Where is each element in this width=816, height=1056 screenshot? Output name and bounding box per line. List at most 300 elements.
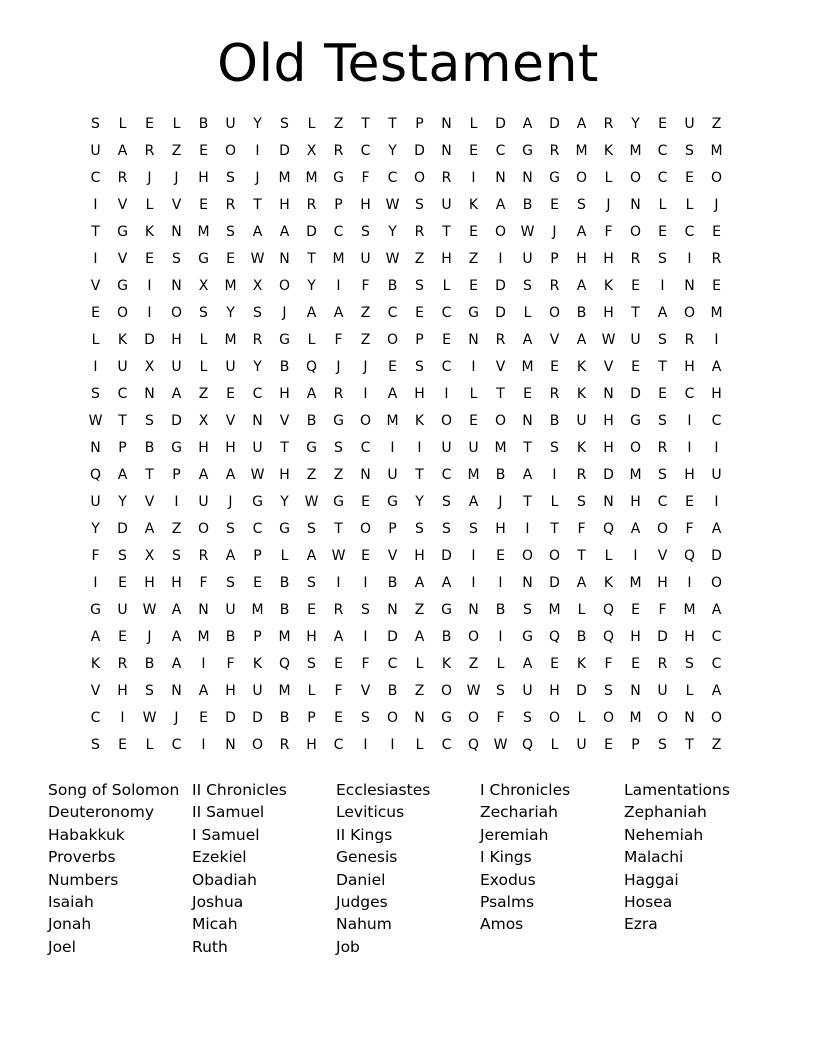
grid-letter[interactable]: E <box>604 737 613 753</box>
grid-letter[interactable]: T <box>307 251 316 267</box>
grid-letter[interactable]: N <box>171 683 182 699</box>
grid-letter[interactable]: A <box>117 143 128 159</box>
grid-letter[interactable]: S <box>658 332 667 348</box>
grid-letter[interactable]: H <box>198 440 209 456</box>
grid-letter[interactable]: W <box>520 224 535 240</box>
grid-letter[interactable]: E <box>658 224 667 240</box>
grid-letter[interactable]: U <box>252 440 263 456</box>
grid-letter[interactable]: S <box>415 359 424 375</box>
grid-letter[interactable]: O <box>629 170 642 186</box>
grid-letter[interactable]: D <box>225 710 236 726</box>
grid-letter[interactable]: H <box>549 683 560 699</box>
grid-letter[interactable]: N <box>90 440 101 456</box>
grid-letter[interactable]: C <box>657 170 668 186</box>
grid-letter[interactable]: H <box>144 575 155 591</box>
grid-letter[interactable]: D <box>549 575 560 591</box>
grid-letter[interactable]: J <box>498 494 503 510</box>
grid-letter[interactable]: S <box>199 305 208 321</box>
grid-letter[interactable]: I <box>201 737 206 753</box>
grid-letter[interactable]: A <box>576 575 587 591</box>
grid-letter[interactable]: A <box>522 467 533 483</box>
grid-letter[interactable]: V <box>117 197 128 213</box>
grid-letter[interactable]: N <box>171 278 182 294</box>
grid-letter[interactable]: L <box>496 656 505 672</box>
grid-letter[interactable]: G <box>117 278 128 294</box>
grid-letter[interactable]: J <box>282 305 287 321</box>
grid-letter[interactable]: O <box>386 710 399 726</box>
grid-letter[interactable]: V <box>657 548 668 564</box>
grid-letter[interactable]: R <box>441 170 452 186</box>
grid-letter[interactable]: B <box>279 359 290 375</box>
grid-letter[interactable]: L <box>442 278 451 294</box>
grid-letter[interactable]: U <box>90 143 101 159</box>
grid-letter[interactable]: E <box>631 656 640 672</box>
grid-letter[interactable]: I <box>471 575 476 591</box>
grid-letter[interactable]: R <box>495 332 506 348</box>
grid-letter[interactable]: M <box>629 467 642 483</box>
grid-letter[interactable]: U <box>522 251 533 267</box>
grid-letter[interactable]: C <box>387 170 398 186</box>
grid-letter[interactable]: Y <box>118 494 127 510</box>
grid-letter[interactable]: J <box>336 359 341 375</box>
grid-letter[interactable]: Q <box>305 359 318 375</box>
grid-letter[interactable]: E <box>469 224 478 240</box>
grid-letter[interactable]: C <box>252 386 263 402</box>
grid-letter[interactable]: C <box>657 143 668 159</box>
grid-letter[interactable]: D <box>657 629 668 645</box>
grid-letter[interactable]: U <box>522 683 533 699</box>
grid-letter[interactable]: S <box>523 278 532 294</box>
grid-letter[interactable]: H <box>171 332 182 348</box>
grid-letter[interactable]: I <box>147 278 152 294</box>
grid-letter[interactable]: M <box>305 170 318 186</box>
grid-letter[interactable]: E <box>118 575 127 591</box>
grid-letter[interactable]: G <box>522 629 533 645</box>
grid-letter[interactable]: E <box>388 359 397 375</box>
grid-letter[interactable]: R <box>117 656 128 672</box>
grid-letter[interactable]: H <box>495 521 506 537</box>
grid-letter[interactable]: E <box>712 278 721 294</box>
grid-letter[interactable]: R <box>117 170 128 186</box>
grid-letter[interactable]: L <box>172 116 181 132</box>
grid-letter[interactable]: L <box>280 548 289 564</box>
grid-letter[interactable]: B <box>387 278 398 294</box>
grid-letter[interactable]: S <box>577 197 586 213</box>
grid-letter[interactable]: S <box>577 494 586 510</box>
grid-letter[interactable]: Q <box>278 656 291 672</box>
grid-letter[interactable]: M <box>629 710 642 726</box>
grid-letter[interactable]: Y <box>226 305 235 321</box>
grid-letter[interactable]: M <box>251 602 264 618</box>
grid-letter[interactable]: B <box>495 602 506 618</box>
grid-letter[interactable]: Q <box>602 602 615 618</box>
grid-letter[interactable]: B <box>279 602 290 618</box>
grid-letter[interactable]: L <box>199 359 208 375</box>
grid-letter[interactable]: L <box>199 332 208 348</box>
grid-letter[interactable]: N <box>522 575 533 591</box>
grid-letter[interactable]: A <box>441 575 452 591</box>
grid-letter[interactable]: I <box>174 494 179 510</box>
grid-letter[interactable]: C <box>495 143 506 159</box>
grid-letter[interactable]: K <box>576 386 587 402</box>
grid-letter[interactable]: C <box>441 359 452 375</box>
grid-letter[interactable]: A <box>522 116 533 132</box>
grid-letter[interactable]: Z <box>333 467 344 483</box>
grid-letter[interactable]: B <box>279 710 290 726</box>
grid-letter[interactable]: O <box>494 224 507 240</box>
grid-letter[interactable]: Z <box>414 251 425 267</box>
grid-letter[interactable]: R <box>198 548 209 564</box>
grid-letter[interactable]: M <box>278 170 291 186</box>
grid-letter[interactable]: A <box>630 521 641 537</box>
grid-letter[interactable]: U <box>225 359 236 375</box>
grid-letter[interactable]: E <box>145 116 154 132</box>
grid-letter[interactable]: I <box>336 278 341 294</box>
grid-letter[interactable]: T <box>91 224 100 240</box>
grid-letter[interactable]: U <box>441 440 452 456</box>
grid-letter[interactable]: D <box>576 683 587 699</box>
grid-letter[interactable]: C <box>360 440 371 456</box>
grid-letter[interactable]: G <box>630 413 641 429</box>
grid-letter[interactable]: N <box>171 224 182 240</box>
grid-letter[interactable]: B <box>306 413 317 429</box>
grid-letter[interactable]: A <box>576 116 587 132</box>
grid-letter[interactable]: H <box>603 305 614 321</box>
grid-letter[interactable]: O <box>251 737 264 753</box>
grid-letter[interactable]: U <box>684 116 695 132</box>
grid-letter[interactable]: O <box>656 710 669 726</box>
grid-letter[interactable]: Q <box>602 521 615 537</box>
grid-letter[interactable]: Q <box>548 629 561 645</box>
grid-letter[interactable]: L <box>415 656 424 672</box>
grid-letter[interactable]: Z <box>360 305 371 321</box>
grid-letter[interactable]: M <box>197 629 210 645</box>
grid-letter[interactable]: N <box>603 494 614 510</box>
grid-letter[interactable]: L <box>307 683 316 699</box>
grid-letter[interactable]: M <box>494 440 507 456</box>
grid-letter[interactable]: R <box>657 440 668 456</box>
grid-letter[interactable]: V <box>144 494 155 510</box>
grid-letter[interactable]: V <box>90 278 101 294</box>
grid-letter[interactable]: L <box>658 197 667 213</box>
grid-letter[interactable]: N <box>360 467 371 483</box>
grid-letter[interactable]: M <box>710 143 723 159</box>
grid-letter[interactable]: O <box>170 305 183 321</box>
grid-letter[interactable]: O <box>575 170 588 186</box>
grid-letter[interactable]: C <box>441 467 452 483</box>
grid-letter[interactable]: H <box>279 467 290 483</box>
grid-letter[interactable]: E <box>712 224 721 240</box>
grid-letter[interactable]: J <box>363 359 368 375</box>
grid-letter[interactable]: C <box>252 521 263 537</box>
grid-letter[interactable]: E <box>199 143 208 159</box>
grid-letter[interactable]: Y <box>415 494 424 510</box>
grid-letter[interactable]: D <box>495 278 506 294</box>
grid-letter[interactable]: R <box>333 602 344 618</box>
grid-letter[interactable]: E <box>631 602 640 618</box>
grid-letter[interactable]: W <box>142 710 157 726</box>
grid-letter[interactable]: A <box>198 683 209 699</box>
grid-letter[interactable]: E <box>199 710 208 726</box>
grid-letter[interactable]: O <box>467 710 480 726</box>
grid-letter[interactable]: G <box>90 602 101 618</box>
grid-letter[interactable]: E <box>415 305 424 321</box>
grid-letter[interactable]: H <box>306 629 317 645</box>
grid-letter[interactable]: Y <box>307 278 316 294</box>
grid-letter[interactable]: E <box>496 548 505 564</box>
grid-letter[interactable]: O <box>629 224 642 240</box>
grid-letter[interactable]: U <box>225 602 236 618</box>
grid-letter[interactable]: I <box>363 575 368 591</box>
grid-letter[interactable]: T <box>685 737 694 753</box>
grid-letter[interactable]: X <box>252 278 263 294</box>
grid-letter[interactable]: L <box>469 116 478 132</box>
grid-letter[interactable]: N <box>630 197 641 213</box>
grid-letter[interactable]: Z <box>711 737 722 753</box>
grid-letter[interactable]: C <box>441 737 452 753</box>
grid-letter[interactable]: F <box>199 575 208 591</box>
grid-letter[interactable]: G <box>306 440 317 456</box>
grid-letter[interactable]: M <box>278 683 291 699</box>
grid-letter[interactable]: D <box>144 332 155 348</box>
grid-letter[interactable]: A <box>333 629 344 645</box>
grid-letter[interactable]: U <box>225 116 236 132</box>
grid-letter[interactable]: R <box>225 197 236 213</box>
grid-letter[interactable]: U <box>117 359 128 375</box>
grid-letter[interactable]: N <box>495 170 506 186</box>
grid-letter[interactable]: J <box>174 170 179 186</box>
grid-letter[interactable]: A <box>711 359 722 375</box>
grid-letter[interactable]: W <box>142 602 157 618</box>
grid-letter[interactable]: R <box>630 251 641 267</box>
grid-letter[interactable]: O <box>440 683 453 699</box>
grid-letter[interactable]: H <box>279 386 290 402</box>
grid-letter[interactable]: P <box>631 737 640 753</box>
grid-letter[interactable]: O <box>629 440 642 456</box>
grid-letter[interactable]: E <box>361 548 370 564</box>
grid-letter[interactable]: R <box>603 116 614 132</box>
grid-letter[interactable]: G <box>468 305 479 321</box>
grid-letter[interactable]: K <box>144 224 155 240</box>
grid-letter[interactable]: U <box>576 737 587 753</box>
grid-letter[interactable]: H <box>360 197 371 213</box>
grid-letter[interactable]: B <box>279 575 290 591</box>
grid-letter[interactable]: A <box>279 224 290 240</box>
grid-letter[interactable]: W <box>385 251 400 267</box>
grid-letter[interactable]: S <box>550 440 559 456</box>
grid-letter[interactable]: K <box>90 656 101 672</box>
grid-letter[interactable]: R <box>144 143 155 159</box>
grid-letter[interactable]: H <box>279 197 290 213</box>
grid-letter[interactable]: H <box>441 251 452 267</box>
grid-letter[interactable]: I <box>498 575 503 591</box>
grid-letter[interactable]: U <box>468 440 479 456</box>
grid-letter[interactable]: E <box>658 116 667 132</box>
grid-letter[interactable]: U <box>117 602 128 618</box>
grid-letter[interactable]: G <box>279 521 290 537</box>
grid-letter[interactable]: I <box>363 386 368 402</box>
grid-letter[interactable]: I <box>147 305 152 321</box>
grid-letter[interactable]: B <box>441 629 452 645</box>
grid-letter[interactable]: Z <box>414 683 425 699</box>
grid-letter[interactable]: C <box>333 224 344 240</box>
grid-letter[interactable]: H <box>225 683 236 699</box>
grid-letter[interactable]: C <box>387 305 398 321</box>
grid-letter[interactable]: B <box>576 629 587 645</box>
grid-letter[interactable]: A <box>198 467 209 483</box>
grid-letter[interactable]: M <box>629 143 642 159</box>
grid-letter[interactable]: J <box>228 494 233 510</box>
grid-letter[interactable]: J <box>552 224 557 240</box>
grid-letter[interactable]: N <box>630 683 641 699</box>
grid-letter[interactable]: X <box>198 413 209 429</box>
grid-letter[interactable]: X <box>144 548 155 564</box>
grid-letter[interactable]: G <box>279 332 290 348</box>
grid-letter[interactable]: T <box>361 116 370 132</box>
grid-letter[interactable]: I <box>444 386 449 402</box>
grid-letter[interactable]: Z <box>468 251 479 267</box>
grid-letter[interactable]: D <box>414 143 425 159</box>
grid-letter[interactable]: N <box>468 602 479 618</box>
grid-letter[interactable]: I <box>93 575 98 591</box>
grid-letter[interactable]: F <box>361 278 370 294</box>
grid-letter[interactable]: N <box>252 413 263 429</box>
grid-letter[interactable]: D <box>603 467 614 483</box>
grid-letter[interactable]: Y <box>253 116 262 132</box>
grid-letter[interactable]: M <box>629 575 642 591</box>
grid-letter[interactable]: C <box>711 656 722 672</box>
grid-letter[interactable]: F <box>361 170 370 186</box>
grid-letter[interactable]: N <box>387 602 398 618</box>
grid-letter[interactable]: X <box>144 359 155 375</box>
grid-letter[interactable]: J <box>255 170 260 186</box>
grid-letter[interactable]: D <box>279 143 290 159</box>
grid-letter[interactable]: V <box>495 359 506 375</box>
grid-letter[interactable]: M <box>710 305 723 321</box>
grid-letter[interactable]: I <box>363 737 368 753</box>
grid-letter[interactable]: L <box>685 197 694 213</box>
grid-letter[interactable]: J <box>174 710 179 726</box>
grid-letter[interactable]: C <box>360 143 371 159</box>
grid-letter[interactable]: E <box>199 197 208 213</box>
grid-letter[interactable]: N <box>684 278 695 294</box>
grid-letter[interactable]: S <box>361 710 370 726</box>
grid-letter[interactable]: L <box>577 602 586 618</box>
grid-letter[interactable]: B <box>144 656 155 672</box>
grid-letter[interactable]: H <box>630 629 641 645</box>
grid-letter[interactable]: J <box>606 197 611 213</box>
grid-letter[interactable]: L <box>550 494 559 510</box>
grid-letter[interactable]: C <box>684 224 695 240</box>
grid-letter[interactable]: I <box>93 197 98 213</box>
grid-letter[interactable]: F <box>91 548 100 564</box>
grid-letter[interactable]: E <box>442 332 451 348</box>
grid-letter[interactable]: T <box>253 197 262 213</box>
grid-letter[interactable]: R <box>252 332 263 348</box>
grid-letter[interactable]: O <box>440 413 453 429</box>
grid-letter[interactable]: Z <box>171 143 182 159</box>
grid-letter[interactable]: V <box>279 413 290 429</box>
grid-letter[interactable]: S <box>145 683 154 699</box>
grid-letter[interactable]: P <box>118 440 127 456</box>
grid-letter[interactable]: L <box>577 710 586 726</box>
grid-letter[interactable]: O <box>521 548 534 564</box>
grid-letter[interactable]: S <box>334 440 343 456</box>
grid-letter[interactable]: G <box>387 494 398 510</box>
grid-letter[interactable]: O <box>116 305 129 321</box>
grid-letter[interactable]: E <box>685 494 694 510</box>
grid-letter[interactable]: D <box>711 548 722 564</box>
grid-letter[interactable]: S <box>685 656 694 672</box>
grid-letter[interactable]: O <box>278 278 291 294</box>
grid-letter[interactable]: A <box>225 548 236 564</box>
grid-letter[interactable]: C <box>657 494 668 510</box>
grid-letter[interactable]: V <box>90 683 101 699</box>
grid-letter[interactable]: E <box>334 656 343 672</box>
grid-letter[interactable]: E <box>658 386 667 402</box>
grid-letter[interactable]: G <box>171 440 182 456</box>
grid-letter[interactable]: N <box>441 116 452 132</box>
grid-letter[interactable]: I <box>498 629 503 645</box>
grid-letter[interactable]: A <box>252 224 263 240</box>
grid-letter[interactable]: F <box>496 710 505 726</box>
grid-letter[interactable]: U <box>441 197 452 213</box>
grid-letter[interactable]: O <box>467 629 480 645</box>
grid-letter[interactable]: H <box>576 251 587 267</box>
grid-letter[interactable]: I <box>390 737 395 753</box>
grid-letter[interactable]: Y <box>388 224 397 240</box>
grid-letter[interactable]: B <box>522 197 533 213</box>
grid-letter[interactable]: E <box>523 386 532 402</box>
grid-letter[interactable]: L <box>685 683 694 699</box>
grid-letter[interactable]: M <box>224 278 237 294</box>
grid-letter[interactable]: Q <box>521 737 534 753</box>
grid-letter[interactable]: A <box>711 602 722 618</box>
grid-letter[interactable]: L <box>307 332 316 348</box>
grid-letter[interactable]: S <box>442 494 451 510</box>
grid-letter[interactable]: T <box>415 467 424 483</box>
grid-letter[interactable]: S <box>658 737 667 753</box>
grid-letter[interactable]: I <box>363 629 368 645</box>
grid-letter[interactable]: Q <box>89 467 102 483</box>
grid-letter[interactable]: V <box>225 413 236 429</box>
grid-letter[interactable]: S <box>685 143 694 159</box>
grid-letter[interactable]: W <box>493 737 508 753</box>
grid-letter[interactable]: S <box>226 170 235 186</box>
grid-letter[interactable]: S <box>658 467 667 483</box>
grid-letter[interactable]: S <box>415 278 424 294</box>
grid-letter[interactable]: Y <box>631 116 640 132</box>
grid-letter[interactable]: Z <box>414 602 425 618</box>
grid-letter[interactable]: T <box>118 413 127 429</box>
grid-letter[interactable]: C <box>117 386 128 402</box>
grid-letter[interactable]: F <box>334 683 343 699</box>
grid-letter[interactable]: K <box>441 656 452 672</box>
grid-letter[interactable]: M <box>683 602 696 618</box>
grid-letter[interactable]: C <box>684 386 695 402</box>
grid-letter[interactable]: N <box>684 710 695 726</box>
grid-letter[interactable]: R <box>549 386 560 402</box>
grid-letter[interactable]: R <box>414 224 425 240</box>
grid-letter[interactable]: S <box>307 575 316 591</box>
grid-letter[interactable]: D <box>387 629 398 645</box>
grid-letter[interactable]: O <box>359 413 372 429</box>
grid-letter[interactable]: P <box>550 251 559 267</box>
grid-letter[interactable]: I <box>498 251 503 267</box>
grid-letter[interactable]: S <box>280 116 289 132</box>
grid-letter[interactable]: T <box>334 521 343 537</box>
grid-letter[interactable]: H <box>603 413 614 429</box>
